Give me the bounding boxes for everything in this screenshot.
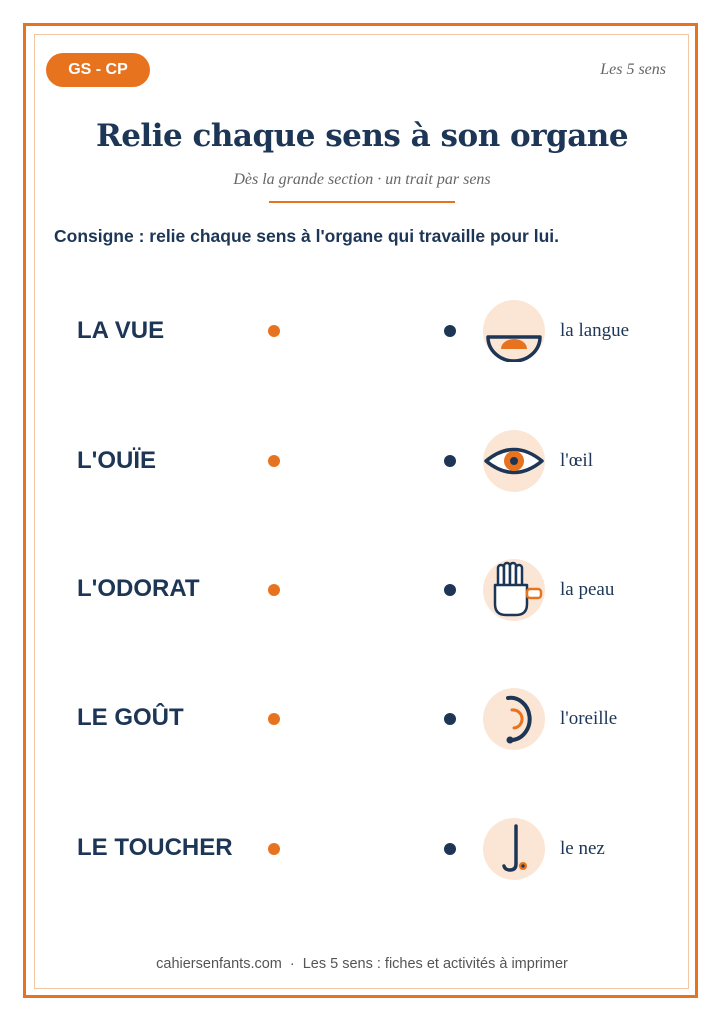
tongue-icon: [483, 300, 545, 362]
organ-connector-dot[interactable]: [444, 843, 456, 855]
sense-label-gout: LE GOÛT: [77, 704, 184, 731]
eye-icon: [483, 430, 545, 492]
footer-site: cahiersenfants.com: [156, 956, 282, 972]
organ-label-peau: la peau: [560, 579, 615, 600]
organ-connector-dot[interactable]: [444, 455, 456, 467]
hand-icon: [483, 559, 545, 621]
topic-label: Les 5 sens: [600, 61, 666, 78]
nose-icon: [483, 818, 545, 880]
sense-connector-dot[interactable]: [268, 455, 280, 467]
sense-label-toucher: LE TOUCHER: [77, 834, 233, 861]
footer-tagline: Les 5 sens : fiches et activités à imprimer: [302, 956, 568, 972]
sense-connector-dot[interactable]: [268, 584, 280, 596]
organ-label-oreille: l'oreille: [560, 708, 618, 729]
level-badge: GS - CP: [46, 53, 150, 87]
sense-connector-dot[interactable]: [268, 713, 280, 725]
organ-label-langue: la langue: [560, 320, 630, 341]
organ-connector-dot[interactable]: [444, 584, 456, 596]
ear-icon: [483, 688, 545, 750]
sense-label-odorat: L'ODORAT: [77, 575, 200, 602]
page-title: Relie chaque sens à son organe: [95, 118, 629, 154]
sense-connector-dot[interactable]: [268, 843, 280, 855]
sense-connector-dot[interactable]: [268, 325, 280, 337]
organ-label-oeil: l'œil: [560, 450, 593, 471]
page-subtitle: Dès la grande section · un trait par sens: [233, 171, 491, 188]
organ-connector-dot[interactable]: [444, 713, 456, 725]
footer-separator: ·: [289, 956, 295, 972]
instruction-text: Consigne : relie chaque sens à l'organe qui travaille pour lui.: [54, 226, 559, 246]
sense-label-ouie: L'OUÏE: [77, 447, 157, 474]
title-divider: [269, 201, 455, 203]
organ-connector-dot[interactable]: [444, 325, 456, 337]
footer: [0, 956, 724, 972]
organ-label-nez: le nez: [560, 838, 605, 859]
sense-label-vue: LA VUE: [77, 317, 165, 344]
